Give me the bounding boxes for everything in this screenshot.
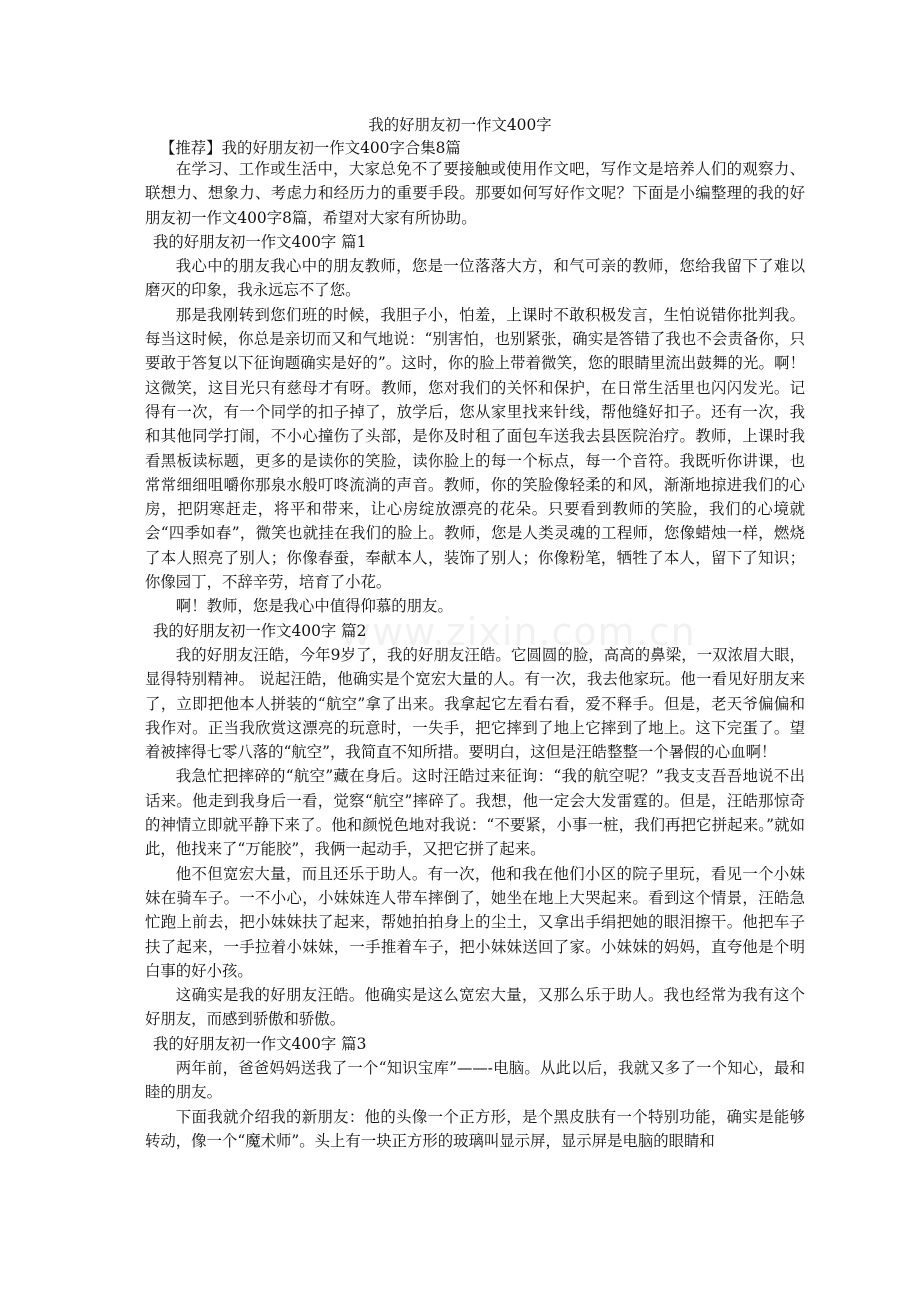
document-body bbox=[145, 157, 805, 1153]
paragraph: 这确实是我的好朋友汪皓。他确实是这么宽宏大量，又那么乐于助人。我也经常为我有这个好朋友，而感到骄傲和骄傲。 bbox=[145, 986, 805, 1029]
paragraph: 他不但宽宏大量，而且还乐于助人。有一次，他和我在他们小区的院子里玩，看见一个小妹妹在骑车子。一不小心，小妹妹连人带车摔倒了，她坐在地上大哭起来。看到这个情景，汪皓急忙跑上前去，把小妹妹扶了起来，帮她拍拍身上的尘土，又拿出手绢把她的眼泪擦干。他把车子扶了起来，一手拉着小妹妹，一手推着车子，把小妹妹送回了家。小妹妹的妈妈，直夸他是个明白事的好小孩。 bbox=[145, 864, 805, 980]
intro-paragraph: 在学习、工作或生活中，大家总免不了要接触或使用作文吧，写作文是培养人们的观察力、联想力、想象力、考虑力和经历力的重要手段。那要如何写好作文呢？下面是小编整理的我的好朋友初一作文400字8篇，希望对大家有所协助。 bbox=[145, 160, 805, 227]
paragraph: 两年前，爸爸妈妈送我了一个“知识宝库”——-电脑。从此以后，我就又多了一个知心，最和睦的朋友。 bbox=[145, 1058, 805, 1102]
recommend-line: 【推荐】我的好朋友初一作文400字合集8篇 bbox=[160, 139, 461, 157]
paragraph: 下面我就介绍我的新朋友：他的头像一个正方形，是个黑皮肤有一个特别功能，确实是能够转动，像一个“魔术师”。头上有一块正方形的玻璃叫显示屏，显示屏是电脑的眼睛和 bbox=[145, 1107, 805, 1150]
section-heading: 我的好朋友初一作文400字 篇2 bbox=[153, 621, 367, 640]
paragraph: 我心中的朋友我心中的朋友教师，您是一位落落大方，和气可亲的教师，您给我留下了难以磨灭的印象，我永远忘不了您。 bbox=[145, 257, 805, 300]
paragraph: 我的好朋友汪皓，今年9岁了，我的好朋友汪皓。它圆圆的脸，高高的鼻梁，一双浓眉大眼，显得特别精神。 说起汪皓，他确实是个宽宏大量的人。有一次，我去他家玩。他一看见好朋友来了，立即把他本人拼装的“航空”拿了出来。我拿起它左看右看，爱不释手。但是，老天爷偏偏和我作对。正当我欣赏这漂亮的玩意时，一失手，把它摔到了地上它摔到了地上。这下完蛋了。望着被摔得七零八落的“航空”，我简直不知所措。要明白，这但是汪皓整整一个暑假的心血啊！ bbox=[145, 645, 805, 762]
paragraph: 啊！教师，您是我心中值得仰慕的朋友。 bbox=[175, 597, 453, 616]
section-heading: 我的好朋友初一作文400字 篇3 bbox=[153, 1034, 367, 1053]
watermark: www.zixin.com.cn bbox=[340, 610, 696, 654]
paragraph: 我急忙把摔碎的“航空”藏在身后。这时汪皓过来征询：“我的航空呢？”我支支吾吾地说不出话来。他走到我身后一看，觉察“航空”摔碎了。我想，他一定会大发雷霆的。但是，汪皓那惊奇的神情立即就平静下来了。他和颜悦色地对我说：“不要紧，小事一桩，我们再把它拼起来。”就如此，他找来了“万能胶”，我俩一起动手，又把它拼了起来。 bbox=[145, 767, 805, 859]
paragraph: 那是我刚转到您们班的时候，我胆子小，怕羞，上课时不敢积极发言，生怕说错你批判我。每当这时候，你总是亲切而又和气地说：“别害怕，也别紧张，确实是答错了我也不会责备你，只要敢于答复以下征询题确实是好的”。这时，你的脸上带着微笑，您的眼睛里流出鼓舞的光。啊！这微笑，这目光只有慈母才有呀。教师，您对我们的关怀和保护，在日常生活里也闪闪发光。记得有一次，有一个同学的扣子掉了，放学后，您从家里找来针线，帮他缝好扣子。还有一次，我和其他同学打闹，不小心撞伤了头部，是你及时租了面包车送我去县医院治疗。教师，上课时我看黑板读标题，更多的是读你的笑脸，读你脸上的每一个标点，每一个音符。我既听你讲课，也常常细细咀嚼你那泉水般叮咚流淌的声音。教师，你的笑脸像轻柔的和风，渐渐地掠进我们的心房，把阴寒赶走，将平和带来，让心房绽放漂亮的花朵。只要看到教师的笑脸，我们的心境就会“四季如春”，微笑也就挂在我们的脸上。教师，您是人类灵魂的工程师，您像蜡烛一样，燃烧了本人照亮了别人；你像春蚕，奉献本人，装饰了别人；你像粉笔，牺牲了本人，留下了知识；你像园丁，不辞辛劳，培育了小花。 bbox=[145, 305, 805, 592]
section-heading: 我的好朋友初一作文400字 篇1 bbox=[153, 232, 367, 251]
document-title: 我的好朋友初一作文400字 bbox=[368, 116, 552, 134]
